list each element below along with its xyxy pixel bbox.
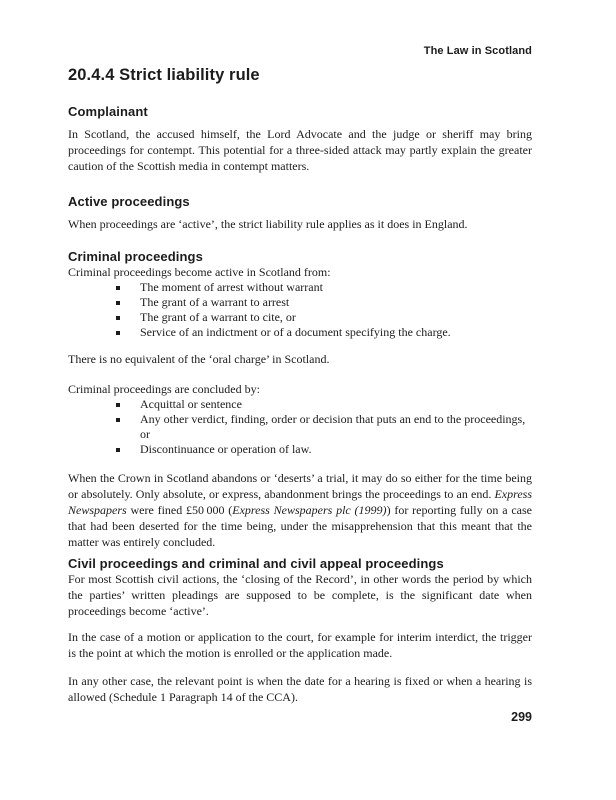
list-item-text: Acquittal or sentence bbox=[140, 397, 242, 411]
paragraph-civil-motion: In the case of a motion or application to the court, for example for interim interdict, the trigger is the point at which the motion is enrolled or the application made. bbox=[68, 630, 532, 660]
bullet-list-concluded-by bbox=[68, 397, 532, 457]
bullet-square-icon bbox=[116, 301, 120, 305]
section-heading: 20.4.4 Strict liability rule bbox=[68, 66, 260, 84]
list-item-text: Discontinuance or operation of law. bbox=[140, 442, 312, 456]
subheading-criminal-proceedings: Criminal proceedings bbox=[68, 249, 203, 264]
bullet-square-icon bbox=[116, 448, 120, 452]
list-item bbox=[68, 442, 532, 457]
paragraph-criminal-intro: Criminal proceedings become active in Scotland from: bbox=[68, 265, 331, 279]
list-item-text: Service of an indictment or of a document specifying the charge. bbox=[140, 325, 451, 339]
list-item bbox=[68, 310, 532, 325]
bullet-square-icon bbox=[116, 286, 120, 290]
case-citation-italic: Express Newspapers plc (1999) bbox=[232, 503, 387, 517]
list-item-text: The grant of a warrant to arrest bbox=[140, 295, 290, 309]
list-item bbox=[68, 280, 532, 295]
paragraph-complainant: In Scotland, the accused himself, the Lord Advocate and the judge or sheriff may bring proceedings for contempt. This potential for a three-sided attack may partly explain the greater caution of the Scottish media in contempt matters. bbox=[68, 127, 532, 173]
paragraph-text-segment: When the Crown in Scotland abandons or ‘deserts’ a trial, it may do so either for the time being or absolutely. Only absolute, or express, abandonment brings the proceedings to an end. bbox=[68, 471, 532, 501]
list-item bbox=[68, 295, 532, 310]
running-header: The Law in Scotland bbox=[423, 45, 532, 57]
paragraph-text-segment: were fined £50 000 ( bbox=[126, 503, 233, 517]
bullet-square-icon bbox=[116, 418, 120, 422]
paragraph-desertion bbox=[68, 470, 532, 550]
subheading-active-proceedings: Active proceedings bbox=[68, 194, 190, 209]
page-content bbox=[68, 0, 532, 724]
bullet-list-active-from bbox=[68, 280, 532, 340]
list-item-text: The moment of arrest without warrant bbox=[140, 280, 323, 294]
list-item bbox=[68, 412, 532, 442]
subheading-civil-proceedings: Civil proceedings and criminal and civil appeal proceedings bbox=[68, 556, 444, 571]
paragraph-civil-hearing: In any other case, the relevant point is when the date for a hearing is fixed or when a hearing is allowed (Schedule 1 Paragraph 14 of the CCA). bbox=[68, 674, 532, 704]
paragraph-civil-record: For most Scottish civil actions, the ‘closing of the Record’, in other words the period by which the parties’ written pleadings are supposed to be complete, is the significant date when proceedings become ‘active’. bbox=[68, 572, 532, 618]
paragraph-active-proceedings: When proceedings are ‘active’, the strict liability rule applies as it does in England. bbox=[68, 217, 468, 231]
bullet-square-icon bbox=[116, 316, 120, 320]
paragraph-text-segment: ) for reporting fully on a case that had been deserted for the time being, under the misapprehension that this meant that the matter was entirely concluded. bbox=[68, 503, 533, 549]
list-item bbox=[68, 325, 532, 340]
subheading-complainant: Complainant bbox=[68, 104, 148, 119]
list-item bbox=[68, 397, 532, 412]
page-number: 299 bbox=[511, 710, 532, 724]
list-item-text: The grant of a warrant to cite, or bbox=[140, 310, 296, 324]
case-name-italic: Express Newspapers bbox=[68, 487, 532, 517]
bullet-square-icon bbox=[116, 331, 120, 335]
bullet-square-icon bbox=[116, 403, 120, 407]
list-item-text: Any other verdict, finding, order or decision that puts an end to the proceedings, or bbox=[140, 412, 526, 441]
paragraph-oral-charge: There is no equivalent of the ‘oral charge’ in Scotland. bbox=[68, 352, 330, 366]
paragraph-concluded-intro: Criminal proceedings are concluded by: bbox=[68, 382, 260, 396]
